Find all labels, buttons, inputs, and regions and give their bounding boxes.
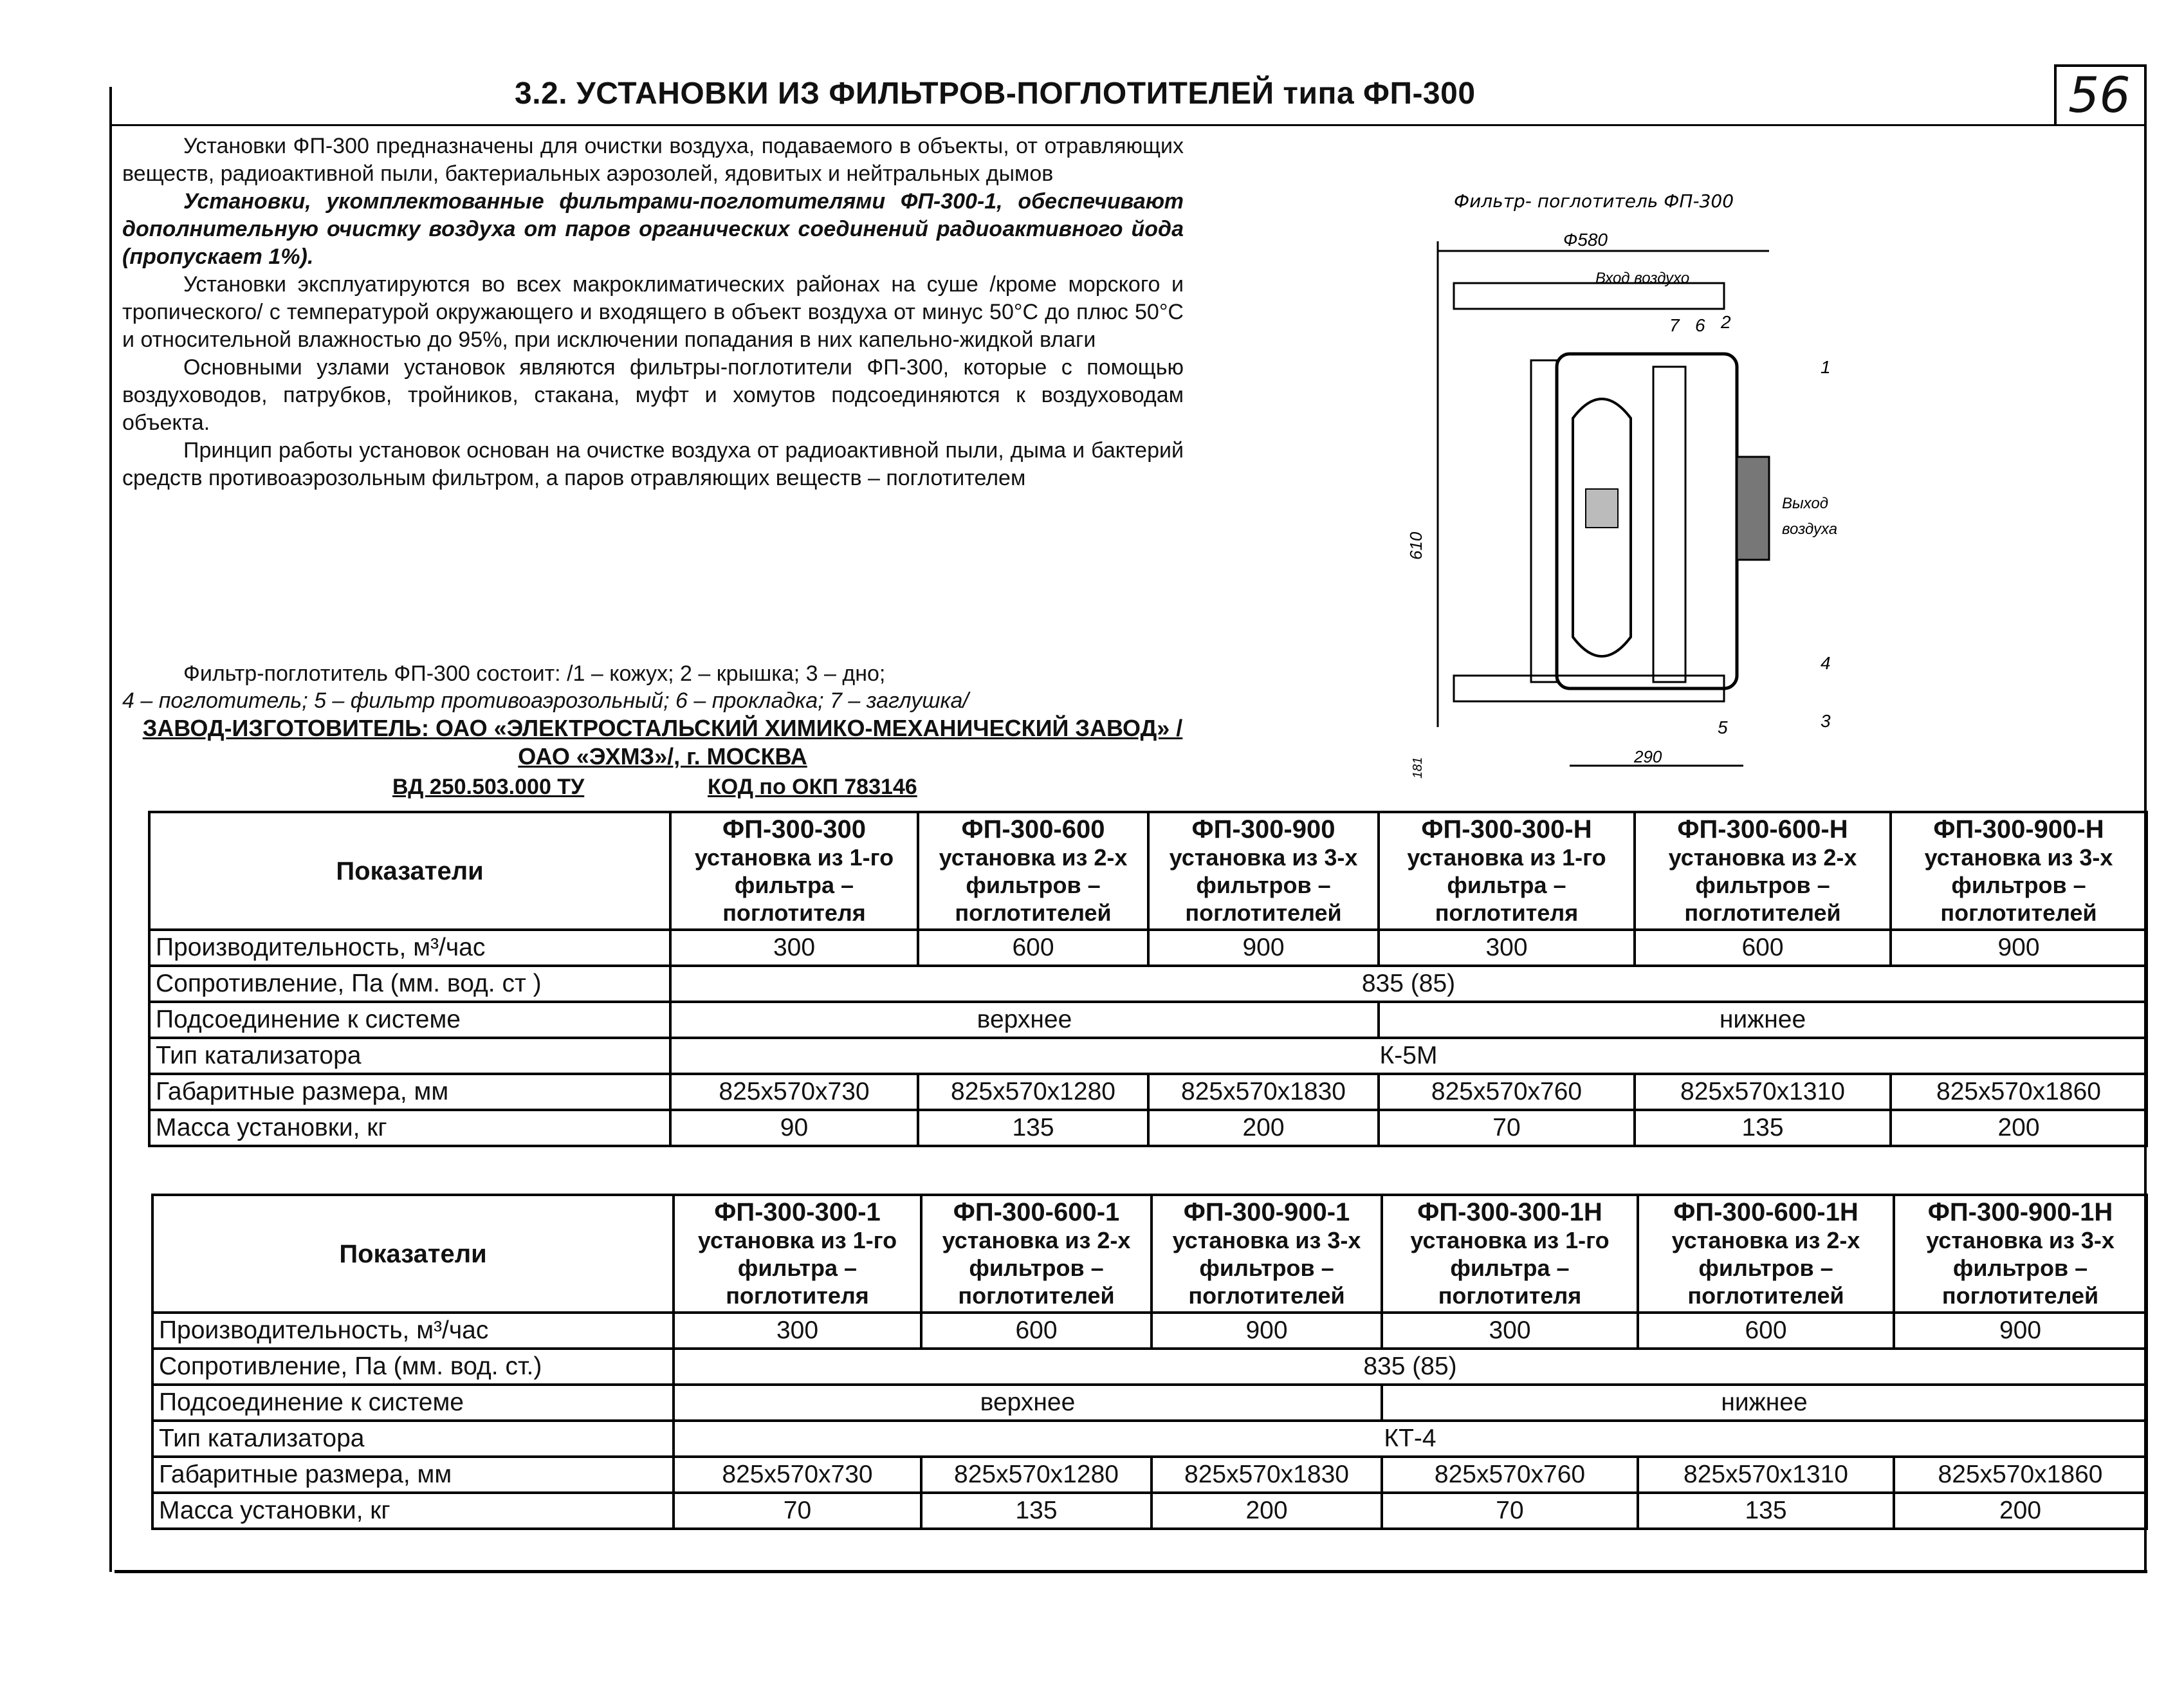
column-header: ФП-300-300-1Н установка из 1-го фильтра – поглотителя (1382, 1195, 1638, 1313)
table-cell: 825х570х1310 (1635, 1074, 1891, 1110)
table-row (152, 1349, 2147, 1385)
table-cell: 200 (1894, 1493, 2147, 1529)
table-cell: 300 (674, 1313, 921, 1349)
composition-line-2: 4 – поглотитель; 5 – фильтр противоаэрозольный; 6 – прокладка; 7 – заглушка/ (122, 688, 969, 713)
table-cell: 600 (1635, 930, 1891, 966)
table-cell: 200 (1891, 1110, 2147, 1146)
table-cell: верхнее (670, 1002, 1379, 1038)
table-cell: 835 (85) (674, 1349, 2147, 1385)
table-cell: 825х570х730 (670, 1074, 918, 1110)
composition-line-1: Фильтр-поглотитель ФП-300 состоит: /1 – кожух; 2 – крышка; 3 – дно; (183, 661, 886, 686)
intro-paragraph-1: Установки ФП-300 предназначены для очистки воздуха, подаваемого в объекты, от отравляющих веществ, радиоактивной пыли, бактериальных аэрозолей, ядовитых и нейтральных дымов (122, 134, 1184, 186)
table-row (149, 1002, 2147, 1038)
column-header: ФП-300-900 установка из 3-х фильтров – поглотителей (1148, 812, 1379, 930)
doc-code: ВД 250.503.000 ТУ (392, 775, 585, 799)
table-cell: 300 (1379, 930, 1635, 966)
table-row (149, 1110, 2147, 1146)
table-cell: КТ-4 (674, 1421, 2147, 1457)
column-header: ФП-300-900-1 установка из 3-х фильтров – поглотителей (1152, 1195, 1382, 1313)
outlet-label-1: Выход (1782, 495, 1829, 512)
column-header: ФП-300-300-1 установка из 1-го фильтра – поглотителя (674, 1195, 921, 1313)
callout-3: 3 (1821, 711, 1831, 731)
okp-code: КОД по ОКП 783146 (708, 775, 917, 799)
table-row (149, 1038, 2147, 1074)
intro-text (122, 133, 1184, 492)
table-cell: 300 (670, 930, 918, 966)
table-cell: 600 (1638, 1313, 1894, 1349)
table-cell: 825х570х760 (1382, 1457, 1638, 1493)
table-cell: 825х570х760 (1379, 1074, 1635, 1110)
section-title: 3.2. УСТАНОВКИ ИЗ ФИЛЬТРОВ-ПОГЛОТИТЕЛЕЙ типа ФП-300 (515, 77, 1476, 111)
outlet-label-2: воздуха (1782, 521, 1838, 538)
row-label: Масса установки, кг (152, 1493, 674, 1529)
table-cell: 900 (1152, 1313, 1382, 1349)
table-cell: 825х570х1310 (1638, 1457, 1894, 1493)
page-number: 56 (2068, 66, 2131, 124)
column-header: ФП-300-600-1Н установка из 2-х фильтров – поглотителей (1638, 1195, 1894, 1313)
row-label: Производительность, м³/час (149, 930, 670, 966)
row-label: Подсоединение к системе (152, 1385, 674, 1421)
table-cell: 200 (1152, 1493, 1382, 1529)
dim-depth: 290 (1634, 747, 1662, 766)
table-cell: 200 (1148, 1110, 1379, 1146)
row-label: Масса установки, кг (149, 1110, 670, 1146)
table-cell: 900 (1891, 930, 2147, 966)
table-cell: 135 (1638, 1493, 1894, 1529)
column-header: ФП-300-900-1Н установка из 3-х фильтров – поглотителей (1894, 1195, 2147, 1313)
callout-1: 1 (1821, 357, 1831, 377)
column-header: ФП-300-600 установка из 2-х фильтров – поглотителей (918, 812, 1148, 930)
intro-paragraph-2: Установки, укомплектованные фильтрами-поглотителями ФП-300-1, обеспечивают дополнительную очистку воздуха от паров органических соединений радиоактивного йода (пропускает 1%). (122, 189, 1184, 269)
composition-text (122, 660, 1184, 714)
inlet-label: Вход воздухо (1595, 270, 1690, 287)
row-label: Габаритные размера, мм (152, 1457, 674, 1493)
table-cell: 135 (918, 1110, 1148, 1146)
table-cell: нижнее (1382, 1385, 2147, 1421)
table-row (152, 1313, 2147, 1349)
filter-drawing (1406, 187, 1898, 791)
table-cell: 90 (670, 1110, 918, 1146)
table-cell: 825х570х1830 (1152, 1457, 1382, 1493)
table-header-row (152, 1195, 2147, 1313)
table-row (152, 1493, 2147, 1529)
callout-4: 4 (1821, 653, 1831, 673)
table-cell: 825х570х1830 (1148, 1074, 1379, 1110)
spec-table-2 (151, 1194, 2148, 1530)
column-header: ФП-300-600-1 установка из 2-х фильтров – поглотителей (921, 1195, 1152, 1313)
dim-diameter: Ф580 (1563, 230, 1608, 250)
table-cell: 825х570х1860 (1894, 1457, 2147, 1493)
table-row (152, 1457, 2147, 1493)
manufacturer: ЗАВОД-ИЗГОТОВИТЕЛЬ: ОАО «ЭЛЕКТРОСТАЛЬСКИЙ ХИМИКО-МЕХАНИЧЕСКИЙ ЗАВОД» /ОАО «ЭХМЗ»/, г. МОСКВА (142, 715, 1183, 770)
housing-body (1557, 354, 1737, 688)
table-row (152, 1385, 2147, 1421)
callout-7: 7 (1669, 315, 1680, 335)
table-cell: 825х570х1280 (918, 1074, 1148, 1110)
callout-2: 2 (1721, 312, 1731, 332)
param-header: Показатели (152, 1195, 674, 1313)
table-cell: верхнее (674, 1385, 1382, 1421)
table-row (152, 1421, 2147, 1457)
table-cell: 300 (1382, 1313, 1638, 1349)
page-frame-top (111, 124, 2146, 126)
callout-5: 5 (1718, 717, 1728, 737)
spec-table-1 (148, 811, 2148, 1147)
table-row (149, 930, 2147, 966)
intro-paragraph-4: Основными узлами установок являются фильтры-поглотители ФП-300, которые с помощью воздуховодов, патрубков, тройников, стакана, муфт и хомутов подсоединяются к воздуховодам объекта. (122, 355, 1184, 435)
column-header: ФП-300-300 установка из 1-го фильтра – поглотителя (670, 812, 918, 930)
table-cell: 135 (1635, 1110, 1891, 1146)
duct-top (1454, 283, 1724, 309)
row-label: Габаритные размера, мм (149, 1074, 670, 1110)
table-cell: 900 (1894, 1313, 2147, 1349)
table-cell: 825х570х730 (674, 1457, 921, 1493)
page-frame-left (109, 87, 112, 1572)
column-header: ФП-300-900-Н установка из 3-х фильтров – поглотителей (1891, 812, 2147, 930)
dim-height: 610 (1406, 531, 1426, 560)
column-header: ФП-300-600-Н установка из 2-х фильтров – поглотителей (1635, 812, 1891, 930)
row-label: Сопротивление, Па (мм. вод. ст.) (152, 1349, 674, 1385)
table-cell: 70 (1379, 1110, 1635, 1146)
table-cell: 900 (1148, 930, 1379, 966)
table-cell: 70 (674, 1493, 921, 1529)
drawing-caption: Фильтр- поглотитель ФП-300 (1454, 190, 1734, 212)
row-label: Тип катализатора (149, 1038, 670, 1074)
table-header-row (149, 812, 2147, 930)
table-cell: 825х570х1280 (921, 1457, 1152, 1493)
table-cell: 825х570х1860 (1891, 1074, 2147, 1110)
param-header: Показатели (149, 812, 670, 930)
row-label: Производительность, м³/час (152, 1313, 674, 1349)
table-cell: 135 (921, 1493, 1152, 1529)
table-cell: нижнее (1379, 1002, 2147, 1038)
table-cell: 600 (918, 930, 1148, 966)
row-label: Тип катализатора (152, 1421, 674, 1457)
table-cell: 835 (85) (670, 966, 2147, 1002)
callout-6: 6 (1695, 315, 1705, 335)
row-label: Подсоединение к системе (149, 1002, 670, 1038)
outlet-pipe (1737, 457, 1769, 560)
absorber (1653, 367, 1685, 682)
table-cell: 70 (1382, 1493, 1638, 1529)
table-row (149, 1074, 2147, 1110)
filter-mesh (1586, 489, 1618, 528)
intro-paragraph-3: Установки эксплуатируются во всех макроклиматических районах на суше /кроме морского и тропического/ с температурой окружающего и входящего в объект воздуха от минус 50°С до плюс 50°С и относительной влажностью до 95%, при исключении попадания в них капельно-жидкой влаги (122, 272, 1184, 352)
table-row (149, 966, 2147, 1002)
page-frame-bottom (115, 1570, 2147, 1573)
column-header: ФП-300-300-Н установка из 1-го фильтра – поглотителя (1379, 812, 1635, 930)
row-label: Сопротивление, Па (мм. вод. ст ) (149, 966, 670, 1002)
table-cell: К-5М (670, 1038, 2147, 1074)
intro-paragraph-5: Принцип работы установок основан на очистке воздуха от радиоактивной пыли, дыма и бактерий средств противоаэрозольным фильтром, а паров отравляющих веществ – поглотителем (122, 438, 1184, 490)
dim-small: 181 (1411, 757, 1425, 779)
housing-left (1531, 360, 1557, 682)
table-cell: 600 (921, 1313, 1152, 1349)
